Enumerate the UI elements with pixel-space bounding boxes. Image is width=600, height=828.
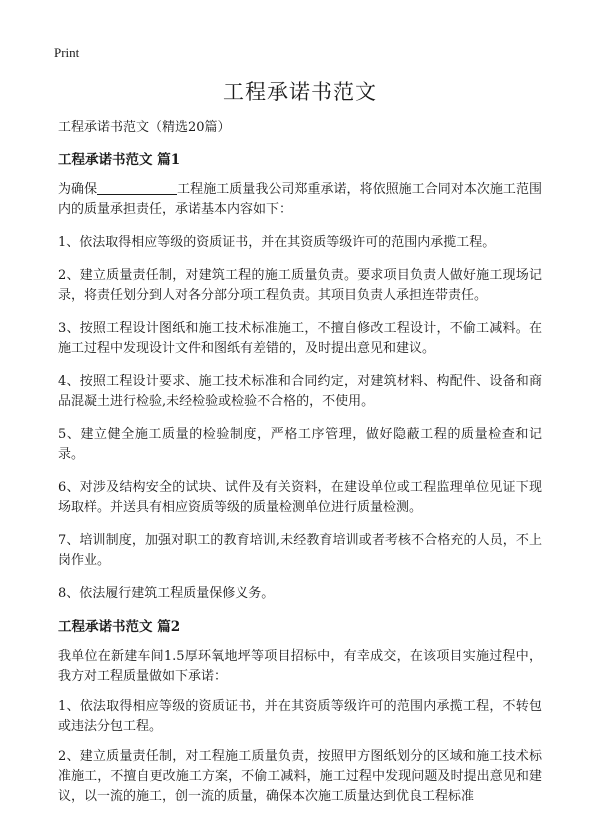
section-1-intro — [58, 180, 542, 220]
intro-prefix: 为确保 — [58, 182, 98, 197]
section-2-item-2: 2、建立质量责任制，对工程施工质量负责，按照甲方图纸划分的区域和施工技术标准施工，不擅自更改施工方案，不偷工减料，施工过程中发现问题及时提出意见和建议，以一流的施工，创一流的质量，确保本次施工质量达到优良工程标准 — [58, 749, 542, 804]
section-1-item-5: 5、建立健全施工质量的检验制度，严格工序管理，做好隐蔽工程的质量检查和记录。 — [58, 427, 542, 462]
section-2-intro: 我单位在新建车间1.5厚环氧地坪等项目招标中，有幸成交，在该项目实施过程中，我方对工程质量做如下承诺： — [58, 649, 542, 684]
section-1-item-8: 8、依法履行建筑工程质量保修义务。 — [58, 586, 275, 601]
print-label[interactable]: Print — [54, 45, 80, 60]
section-1-item-4: 4、按照工程设计要求、施工技术标准和合同约定，对建筑材料、构配件、设备和商品混凝土进行检验,未经检验或检验不合格的，不使用。 — [58, 374, 542, 409]
blank-line — [97, 180, 177, 195]
section-2-item-1: 1、依法取得相应等级的资质证书，并在其资质等级许可的范围内承揽工程，不转包或违法分包工程。 — [58, 699, 542, 734]
section-1-item-1: 1、依法取得相应等级的资质证书，并在其资质等级许可的范围内承揽工程。 — [58, 235, 496, 250]
section-heading-2: 工程承诺书范文 篇2 — [58, 619, 181, 635]
section-1-item-6: 6、对涉及结构安全的试块、试件及有关资料，在建设单位或工程监理单位见证下现场取样。并送具有相应资质等级的质量检测单位进行质量检测。 — [58, 480, 542, 515]
section-1-item-2: 2、建立质量责任制，对建筑工程的施工质量负责。要求项目负责人做好施工现场记录，将责任划分到人对各分部分项工程负责。其项目负责人承担连带责任。 — [58, 268, 542, 303]
section-heading-1: 工程承诺书范文 篇1 — [58, 152, 181, 168]
document-subtitle: 工程承诺书范文（精选20篇） — [58, 120, 231, 135]
section-1-item-7: 7、培训制度，加强对职工的教育培训,未经教育培训或者考核不合格充的人员，不上岗作业。 — [58, 533, 542, 568]
document-title: 工程承诺书范文 — [223, 80, 377, 104]
intro-suffix: 工程施工质量我公司郑重承诺，将依照施工合同对本次施工范围内的质量承担责任，承诺基本内容如下： — [58, 182, 542, 217]
section-1-item-3: 3、按照工程设计图纸和施工技术标准施工，不擅自修改工程设计，不偷工减料。在施工过程中发现设计文件和图纸有差错的，及时提出意见和建议。 — [58, 321, 542, 356]
